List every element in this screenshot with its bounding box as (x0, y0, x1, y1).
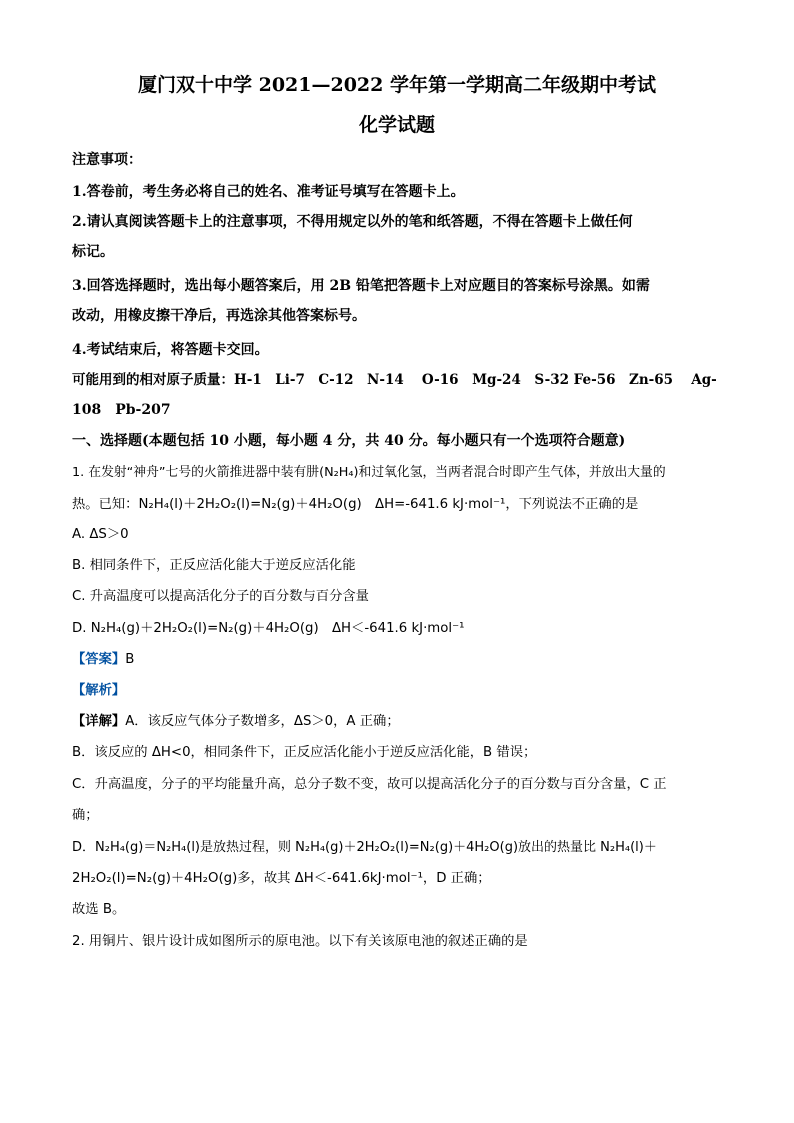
detail-d-line-2: 2H₂O₂(l)=N₂(g)＋4H₂O(g)多，故其 ΔH＜-641.6kJ·mol⁻¹，D 正确； (72, 871, 491, 886)
atomic-masses-line-2: 108 Pb-207 (72, 402, 171, 418)
exam-title: 厦门双十中学 2021—2022 学年第一学期高二年级期中考试 (138, 74, 656, 96)
detail-c-line-1: C．升高温度，分子的平均能量升高，总分子数不变，故可以提高活化分子的百分数与百分含量，C 正 (72, 777, 667, 792)
q1-option-a: A. ΔS＞0 (72, 527, 129, 542)
exam-subtitle: 化学试题 (358, 114, 435, 136)
notice-item-2-line-1: 2.请认真阅读答题卡上的注意事项，不得用规定以外的笔和纸答题，不得在答题卡上做任何 (72, 214, 633, 230)
detail-b: B．该反应的 ΔH<0，相同条件下，正反应活化能小于逆反应活化能，B 错误； (72, 745, 537, 760)
answer-tag: 【答案】 (72, 652, 126, 667)
detail-tag: 【详解】 (72, 714, 126, 729)
section-heading: 一、选择题(本题包括 10 小题，每小题 4 分，共 40 分。每小题只有一个选项符合题意) (72, 433, 626, 449)
notice-item-3-line-2: 改动，用橡皮擦干净后，再选涂其他答案标号。 (72, 308, 366, 324)
conclusion: 故选 B。 (72, 902, 126, 917)
notice-item-4: 4.考试结束后，将答题卡交回。 (72, 342, 269, 358)
notice-item-1: 1.答卷前，考生务必将自己的姓名、准考证号填写在答题卡上。 (72, 184, 465, 200)
analysis-tag: 【解析】 (72, 683, 126, 698)
notice-heading: 注意事项： (72, 152, 142, 168)
notice-item-2-line-2: 标记。 (72, 244, 114, 260)
q1-option-d: D. N₂H₄(g)＋2H₂O₂(l)=N₂(g)＋4H₂O(g) ΔH＜-641.6 kJ·mol⁻¹ (72, 621, 465, 636)
q1-answer (72, 650, 134, 670)
q1-option-c: C. 升高温度可以提高活化分子的百分数与百分含量 (72, 589, 369, 604)
detail-d-line-1: D．N₂H₄(g)＝N₂H₄(l)是放热过程，则 N₂H₄(g)＋2H₂O₂(l)=N₂(g)＋4H₂O(g)放出的热量比 N₂H₄(l)＋ (72, 840, 657, 855)
detail-a-text: A．该反应气体分子数增多，ΔS＞0，A 正确； (125, 714, 400, 729)
atomic-masses-line-1: 可能用到的相对原子质量：H-1 Li-7 C-12 N-14 O-16 Mg-24 S-32 Fe-56 Zn-65 Ag- (72, 372, 717, 388)
detail-a (72, 712, 400, 732)
q1-option-b: B. 相同条件下，正反应活化能大于逆反应活化能 (72, 558, 356, 573)
notice-item-3-line-1: 3.回答选择题时，选出每小题答案后，用 2B 铅笔把答题卡上对应题目的答案标号涂黑。如需 (72, 278, 650, 294)
q2-stem: 2. 用铜片、银片设计成如图所示的原电池。以下有关该原电池的叙述正确的是 (72, 934, 528, 949)
q1-stem-line-1: 1. 在发射“神舟”七号的火箭推进器中装有肼(N₂H₄)和过氧化氢，当两者混合时即产生气体，并放出大量的 (72, 465, 666, 480)
answer-value: B (125, 652, 135, 667)
detail-c-line-2: 确； (72, 808, 99, 823)
q1-stem-line-2: 热。已知：N₂H₄(l)＋2H₂O₂(l)=N₂(g)＋4H₂O(g) ΔH=-641.6 kJ·mol⁻¹，下列说法不正确的是 (72, 497, 639, 512)
